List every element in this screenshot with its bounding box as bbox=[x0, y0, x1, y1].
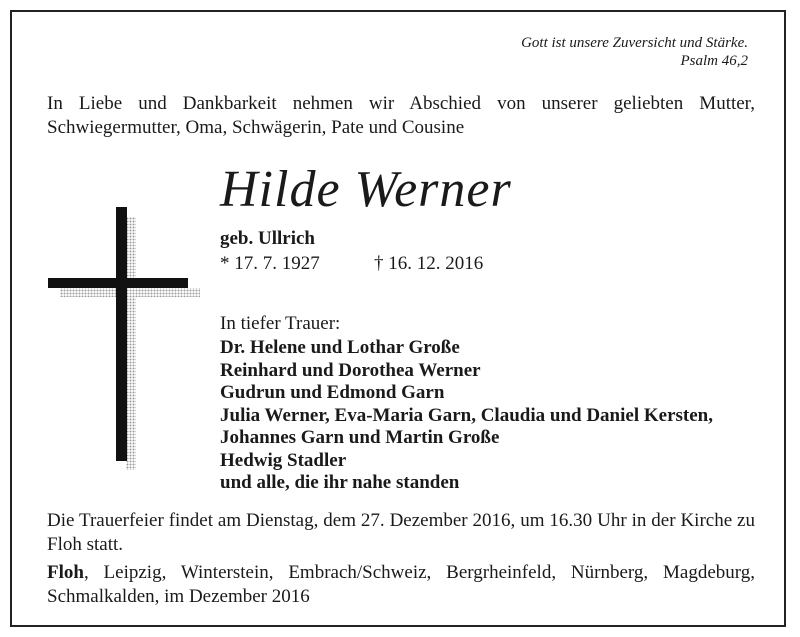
death-date: † 16. 12. 2016 bbox=[374, 253, 484, 274]
mourning-label: In tiefer Trauer: bbox=[220, 313, 341, 334]
mourner-line: Johannes Garn und Martin Große bbox=[220, 427, 500, 448]
funeral-info: Die Trauerfeier findet am Dienstag, dem 27. Dezember 2016, um 16.30 Uhr in der Kirche zu Floh statt. bbox=[47, 510, 755, 555]
mourner-line: Julia Werner, Eva-Maria Garn, Claudia und Daniel Kersten, bbox=[220, 404, 713, 426]
mourner-line: Gudrun und Edmond Garn bbox=[220, 382, 445, 403]
mourners-list bbox=[220, 337, 713, 495]
birth-name: geb. Ullrich bbox=[220, 228, 315, 249]
mourner-line: Reinhard und Dorothea Werner bbox=[220, 359, 481, 381]
place-and-date bbox=[47, 561, 755, 609]
deceased-name: Hilde Werner bbox=[220, 161, 512, 218]
mourner-line: Dr. Helene und Lothar Große bbox=[220, 337, 460, 358]
place-rest: , Leipzig, Winterstein, Embrach/Schweiz, Bergrheinfeld, Nürnberg, Magdeburg, Schmalkalden, im Dezember 2016 bbox=[47, 562, 755, 607]
birth-date: * 17. 7. 1927 bbox=[220, 253, 320, 274]
bible-quote bbox=[521, 34, 748, 70]
quote-source: Psalm 46,2 bbox=[680, 53, 748, 69]
place-town: Floh bbox=[47, 562, 84, 583]
cross-icon bbox=[45, 205, 205, 475]
life-dates bbox=[220, 252, 520, 276]
quote-text: Gott ist unsere Zuversicht und Stärke. bbox=[521, 35, 748, 51]
mourner-line: und alle, die ihr nahe standen bbox=[220, 472, 460, 493]
intro-text: In Liebe und Dankbarkeit nehmen wir Abschied von unserer geliebten Mutter, Schwiegermutter, Oma, Schwägerin, Pate und Cousine bbox=[47, 93, 755, 138]
mourner-line: Hedwig Stadler bbox=[220, 449, 347, 471]
